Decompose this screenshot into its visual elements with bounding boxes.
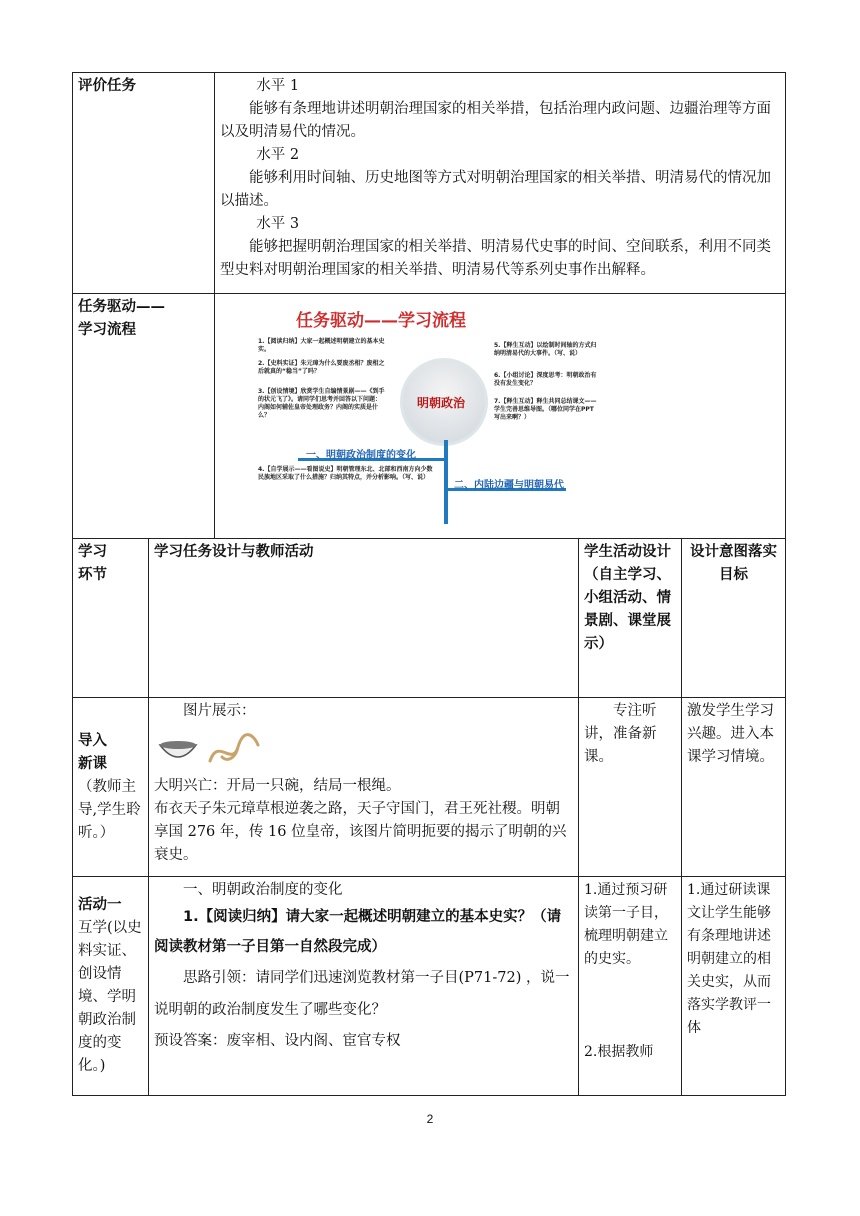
header-teacher-cell <box>149 539 579 698</box>
act1-intent-cell <box>682 877 786 1096</box>
act1-stage-cell <box>73 877 149 1096</box>
intro-line-2: 布衣天子朱元璋草根逆袭之路，天子守国门，君王死社稷。明朝享国 276 年，传 16 位皇帝，该图片简明扼要的揭示了明朝的兴衰史。 <box>154 801 567 863</box>
act1-student-1: 1.通过预习研读第一子目，梳理明朝建立的史实。 <box>584 882 668 967</box>
eval-row <box>73 73 786 294</box>
intro-line-1: 大明兴亡：开局一只碗，结局一根绳。 <box>154 778 401 794</box>
act1-stage-1: 活动一 <box>78 897 122 913</box>
header-stage-1: 学习 <box>78 544 107 560</box>
flow-band-2: 二、内陆边疆与明朝易代 <box>454 480 564 491</box>
header-intent-cell <box>682 539 786 698</box>
task-label-cell <box>73 294 215 539</box>
act1-heading: 一、明朝政治制度的变化 <box>183 882 343 898</box>
eval-content-cell <box>215 73 786 294</box>
intro-student: 专注听讲，准备新课。 <box>584 703 657 765</box>
task-label-2: 学习流程 <box>78 322 136 338</box>
intro-pictures <box>154 723 573 775</box>
act1-intent: 1.通过研读课文让学生能够有条理地讲述明朝建立的相关史实，从而落实学教评一体 <box>687 882 771 1036</box>
page-number: 2 <box>426 1112 434 1126</box>
intro-row <box>73 698 786 877</box>
intro-pic-label: 图片展示： <box>183 703 256 719</box>
eval-level-3: 水平 3 <box>256 216 300 232</box>
flow-item-6: 6.【小组讨论】深度思考：明朝政治有没有发生变化？ <box>494 372 597 387</box>
flow-center-circle <box>400 358 488 446</box>
eval-level-1: 水平 1 <box>256 78 300 94</box>
activity-1-row <box>73 877 786 1096</box>
flow-trunk-line <box>444 440 448 524</box>
eval-level-3-text: 能够把握明朝治理国家的相关举措、明清易代史事的时间、空间联系，利用不同类型史料对明朝治理国家的相关举措、明清易代等系列史事作出解释。 <box>220 239 771 278</box>
flow-item-1: 1.【阅读归纳】大家一起概述明朝建立的基本史实。 <box>258 338 385 353</box>
flow-item-5: 5.【释生互动】以绘制时间轴的方式归纳明清易代的大事件。（写、说） <box>494 342 597 357</box>
header-stage-2: 环节 <box>78 567 107 583</box>
flow-item-2: 2.【史料实证】朱元璋为什么要废丞相？废相之后就真的“稳当”了吗？ <box>258 360 385 375</box>
flow-item-7: 7.【释生互动】释生共同总结课文——学生完善思维导图。（哪位同学在PPT写出来啊？） <box>494 398 597 421</box>
lesson-table <box>72 72 786 1096</box>
act1-stage-2: 互学(以史料实证、创设情境、学明朝政治制度的变化。) <box>78 920 142 1074</box>
intro-stage-2: 新课 <box>78 755 107 772</box>
flow-center-label: 明朝政治 <box>417 396 466 410</box>
act1-student-gap <box>584 971 676 1041</box>
eval-label-cell <box>73 73 215 294</box>
eval-level-2-text: 能够利用时间轴、历史地图等方式对明朝治理国家的相关举措、明清易代的情况加以描述。 <box>220 170 771 209</box>
intro-teacher-cell <box>149 698 579 877</box>
act1-task: 1.【阅读归纳】请大家一起概述明朝建立的基本史实？（请阅读教材第一子目第一自然段完成） <box>154 909 562 955</box>
bowl-and-rope-icon <box>158 727 268 773</box>
header-intent: 设计意图落实目标 <box>690 544 777 583</box>
task-label-1: 任务驱动—— <box>78 299 165 315</box>
intro-stage-cell <box>73 698 149 877</box>
eval-label: 评价任务 <box>78 78 136 94</box>
intro-intent: 激发学生学习兴趣。进入本课学习情境。 <box>687 703 774 765</box>
flow-item-3: 3.【创设情境】欣赏学生自编情景剧——《到手的状元飞了》。请同学们思考并回答以下问题：内阁如何辅佐皇帝处理政务？内阁的实质是什么？ <box>258 388 385 419</box>
header-row <box>73 539 786 698</box>
task-flow-cell <box>215 294 786 539</box>
intro-stage-3: （教师主导,学生聆听。） <box>78 778 141 841</box>
header-teacher: 学习任务设计与教师活动 <box>154 544 314 560</box>
intro-stage-1: 导入 <box>78 732 107 749</box>
eval-level-2: 水平 2 <box>256 147 300 163</box>
task-row <box>73 294 786 539</box>
header-student-cell <box>579 539 682 698</box>
intro-student-cell <box>579 698 682 877</box>
act1-student-cell <box>579 877 682 1096</box>
header-stage-cell <box>73 539 149 698</box>
learning-flow-diagram <box>258 302 598 527</box>
flow-band-1: 一、明朝政治制度的变化 <box>306 450 416 461</box>
act1-teacher-cell <box>149 877 579 1096</box>
header-student: 学生活动设计（自主学习、小组活动、情景剧、课堂展示） <box>584 544 671 652</box>
act1-answer: 预设答案：废宰相、设内阁、宦官专权 <box>154 1033 401 1049</box>
intro-intent-cell <box>682 698 786 877</box>
act1-student-2: 2.根据教师 <box>584 1044 654 1060</box>
flow-item-4: 4.【自学展示——看图说史】明朝管理东北、北部和西南方向少数民族地区采取了什么措施？归纳其特点，并分析影响。（写、说） <box>258 466 433 481</box>
flow-title: 任务驱动——学习流程 <box>296 311 466 331</box>
eval-level-1-text: 能够有条理地讲述明朝治理国家的相关举措，包括治理内政问题、边疆治理等方面以及明清易代的情况。 <box>220 101 771 140</box>
act1-guide: 思路引领：请同学们迅速浏览教材第一子目(P71-72) ，说一说明朝的政治制度发生了哪些变化？ <box>154 970 570 1018</box>
